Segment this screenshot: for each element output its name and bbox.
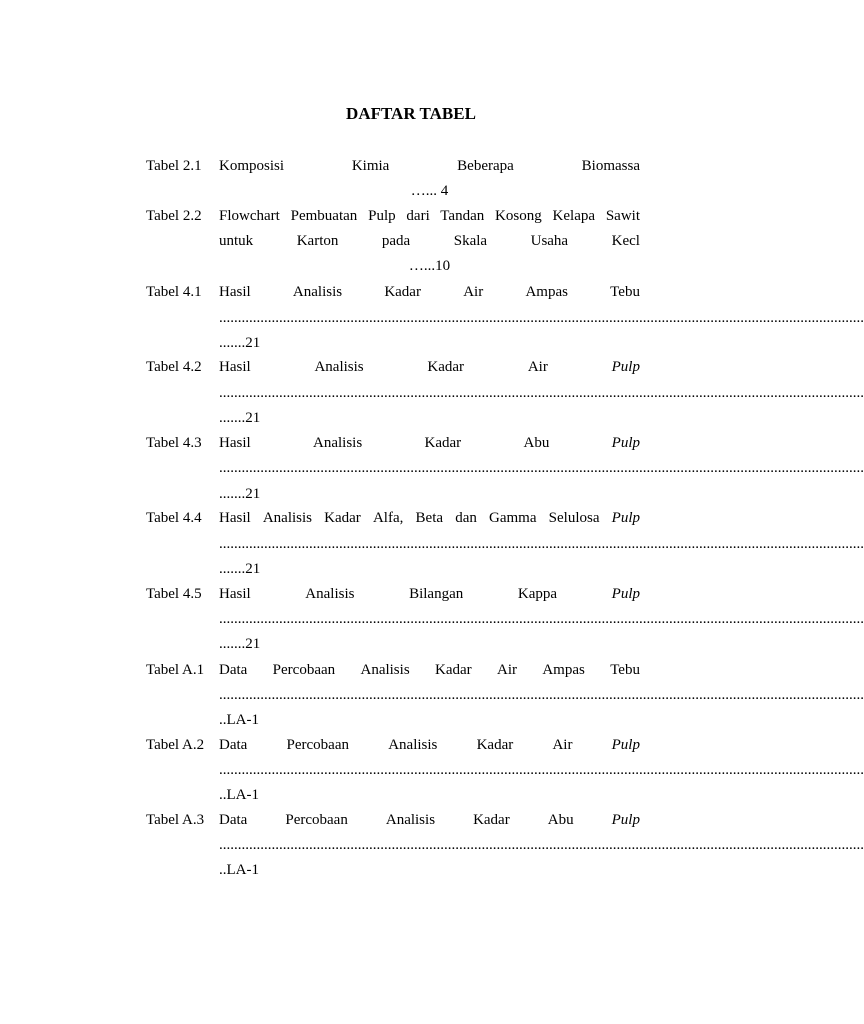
title-word: Kimia (351, 158, 390, 174)
table-entry-page: .......21 (219, 561, 261, 577)
title-word: Gamma (489, 510, 537, 526)
title-word: Kadar (384, 284, 421, 300)
title-word: Pulp (611, 812, 640, 828)
table-entry-label: Tabel 4.4 (146, 510, 202, 526)
table-entry-title (219, 811, 640, 829)
title-word: Hasil (219, 435, 251, 451)
title-word: Ampas (542, 662, 585, 678)
table-entry-title (219, 207, 640, 225)
title-word: Analisis (360, 662, 410, 678)
title-word: Air (527, 359, 548, 375)
title-word: Hasil (219, 284, 251, 300)
title-word: Kadar (473, 812, 510, 828)
title-word: Analisis (388, 737, 438, 753)
table-entry-page: ..LA-1 (219, 862, 259, 878)
table-entry-label: Tabel A.3 (146, 812, 205, 828)
dot-leader: ............................................................................................................................................................................ (219, 536, 864, 552)
table-entry-title (219, 509, 640, 527)
table-entry-title (219, 358, 640, 376)
title-word: Kadar (476, 737, 514, 753)
title-word: Abu (523, 435, 550, 451)
title-line: Flowchart Pembuatan Pulp dari Tandan Kosong Kelapa Sawit (219, 208, 640, 224)
title-word: Kadar (324, 510, 361, 526)
title-word: Pulp (611, 510, 640, 526)
title-word: Air (463, 284, 484, 300)
title-word: Analisis (292, 284, 343, 300)
title-word: Tebu (610, 662, 640, 678)
dot-leader: ............................................................................................................................................................................ (219, 687, 864, 703)
title-word: Analisis (262, 510, 312, 526)
table-entry-label: Tabel A.2 (146, 737, 205, 753)
table-entry-label: Tabel 4.3 (146, 435, 202, 451)
title-word: Hasil (219, 510, 251, 526)
dot-leader: ............................................................................................................................................................................ (219, 762, 864, 778)
title-word: Analisis (313, 435, 363, 451)
title-word: Biomassa (581, 158, 640, 174)
table-entry-label: Tabel 4.1 (146, 284, 202, 300)
title-word: Percobaan (286, 737, 349, 753)
dot-leader: ............................................................................................................................................................................ (219, 385, 864, 401)
table-entry-title (219, 736, 640, 754)
title-word: Hasil (219, 359, 251, 375)
table-entry-label: Tabel 4.5 (146, 586, 202, 602)
title-word: Data (219, 737, 248, 753)
title-word: Kappa (517, 586, 558, 602)
title-word: Beta (415, 510, 444, 526)
title-word: Karton (296, 233, 339, 249)
title-word: Air (497, 662, 517, 678)
table-entry-page: …... 4 (410, 183, 449, 199)
table-entry-page: .......21 (219, 410, 261, 426)
table-entry-label: Tabel 4.2 (146, 359, 202, 375)
table-entry-page: ..LA-1 (219, 712, 259, 728)
title-word: Percobaan (285, 812, 348, 828)
title-word: Selulosa (548, 510, 600, 526)
table-entry-page: .......21 (219, 335, 261, 351)
title-word: Pulp (611, 435, 640, 451)
table-entry-title-cont (219, 232, 640, 250)
title-word: Usaha (530, 233, 569, 249)
title-word: Kadar (435, 662, 472, 678)
table-entry-label: Tabel 2.2 (146, 208, 202, 224)
title-word: Data (219, 662, 248, 678)
title-word: Tebu (610, 284, 640, 300)
title-word: Pulp (611, 737, 640, 753)
table-entry-title (219, 434, 640, 452)
title-word: Ampas (525, 284, 568, 300)
title-word: untuk (219, 233, 254, 249)
dot-leader: ............................................................................................................................................................................ (219, 460, 864, 476)
dot-leader: ............................................................................................................................................................................ (219, 310, 864, 326)
table-entry-page: …...10 (408, 258, 451, 274)
title-word: Analisis (385, 812, 436, 828)
dot-leader: ............................................................................................................................................................................ (219, 837, 864, 853)
title-word: pada (381, 233, 411, 249)
page-title: DAFTAR TABEL (346, 104, 476, 123)
table-entry-title (219, 661, 640, 679)
table-entry-page: .......21 (219, 486, 261, 502)
title-word: Kadar (424, 435, 462, 451)
table-entry-title (219, 283, 640, 301)
title-word: Bilangan (409, 586, 464, 602)
table-entry-page: .......21 (219, 636, 261, 652)
title-word: Kadar (427, 359, 465, 375)
title-word: Hasil (219, 586, 251, 602)
title-word: Komposisi (219, 158, 285, 174)
title-word: Pulp (611, 359, 640, 375)
title-word: Analisis (305, 586, 355, 602)
title-word: Percobaan (272, 662, 336, 678)
title-word: Abu (547, 812, 574, 828)
title-word: Pulp (611, 586, 640, 602)
title-word: dan (455, 510, 477, 526)
title-word: Skala (453, 233, 488, 249)
table-entry-label: Tabel A.1 (146, 662, 205, 678)
table-entry-title (219, 585, 640, 603)
title-word: Alfa, (372, 510, 404, 526)
table-entry-label: Tabel 2.1 (146, 158, 202, 174)
dot-leader: ............................................................................................................................................................................ (219, 611, 864, 627)
table-entry-title (219, 157, 640, 175)
title-word: Analisis (314, 359, 364, 375)
title-word: Air (552, 737, 573, 753)
title-word: Beberapa (457, 158, 514, 174)
title-word: Data (219, 812, 248, 828)
title-word: Kecl (611, 233, 640, 249)
table-entry-page: ..LA-1 (219, 787, 259, 803)
